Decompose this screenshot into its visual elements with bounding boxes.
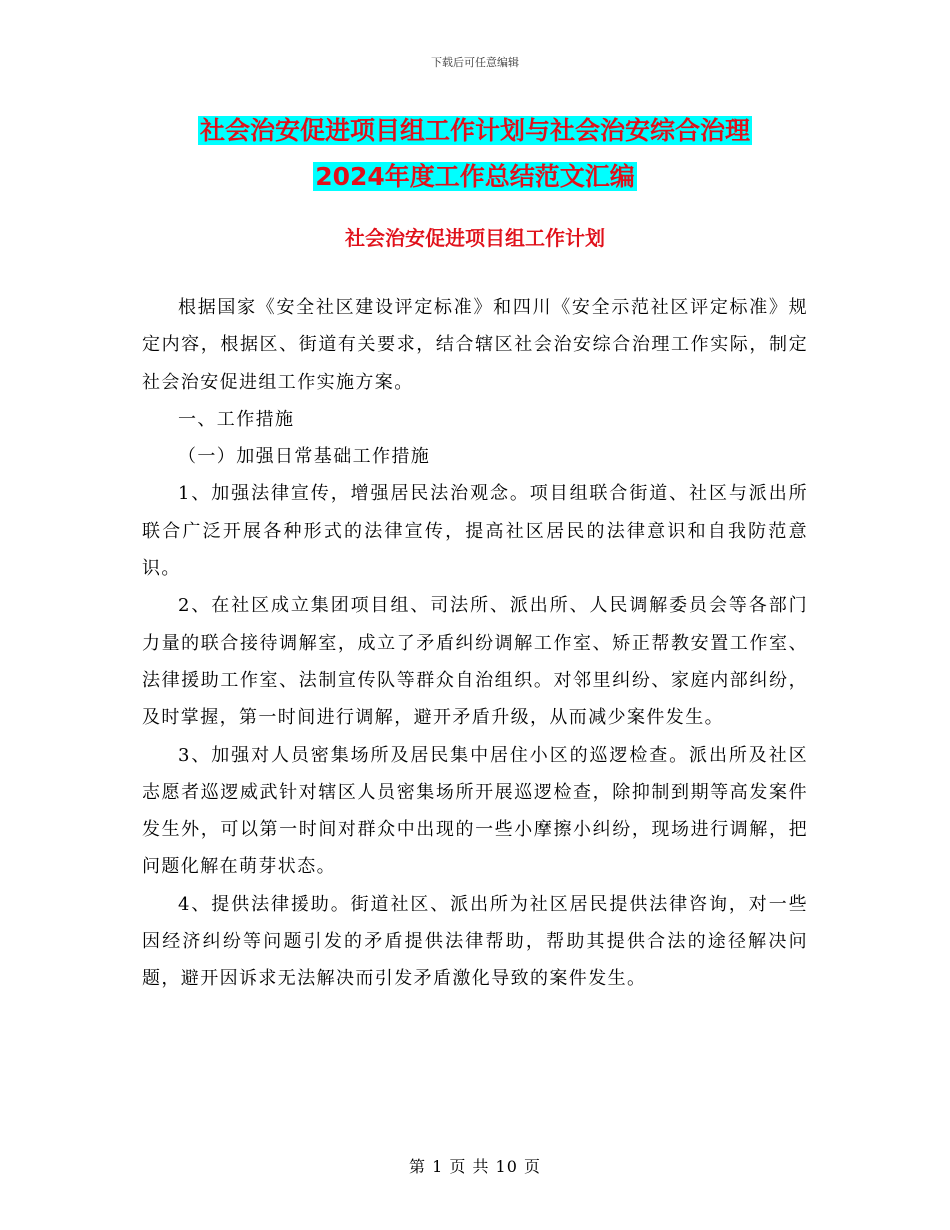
paragraph-item-3: 3、加强对人员密集场所及居民集中居住小区的巡逻检查。派出所及社区志愿者巡逻威武针对辖区人员密集场所开展巡逻检查，除抑制到期等高发案件发生外，可以第一时间对群众中出现的一些小摩擦小纠纷，现场进行调解，把问题化解在萌芽状态。 <box>142 744 808 878</box>
section-title: 社会治安促进项目组工作计划 <box>345 226 605 250</box>
title-line-2-text: 2024年度工作总结范文汇编 <box>315 162 635 191</box>
paragraph-item-2: 2、在社区成立集团项目组、司法所、派出所、人民调解委员会等各部门力量的联合接待调解室，成立了矛盾纠纷调解工作室、矫正帮教安置工作室、法律援助工作室、法制宣传队等群众自治组织。对邻里纠纷、家庭内部纠纷，及时掌握，第一时间进行调解，避开矛盾升级，从而减少案件发生。 <box>142 595 808 729</box>
title-line-1-text: 社会治安促进项目组工作计划与社会治安综合治理 <box>199 116 750 145</box>
title-line-2 <box>0 154 950 200</box>
page-footer: 第 1 页 共 10 页 <box>409 1157 541 1176</box>
body-text <box>142 289 808 998</box>
paragraph-item-1: 1、加强法律宣传，增强居民法治观念。项目组联合街道、社区与派出所联合广泛开展各种形式的法律宣传，提高社区居民的法律意识和自我防范意识。 <box>142 483 808 580</box>
paragraph-item-4: 4、提供法律援助。街道社区、派出所为社区居民提供法律咨询，对一些因经济纠纷等问题引发的矛盾提供法律帮助，帮助其提供合法的途径解决问题，避开因诉求无法解决而引发矛盾激化导致的案件发生。 <box>142 893 808 990</box>
header-note: 下载后可任意编辑 <box>431 56 519 69</box>
title-line-1 <box>0 108 950 154</box>
heading-work-measures: 一、工作措施 <box>178 408 295 430</box>
subheading-daily-work: （一）加强日常基础工作措施 <box>178 446 431 468</box>
paragraph-intro: 根据国家《安全社区建设评定标准》和四川《安全示范社区评定标准》规定内容，根据区、街道有关要求，结合辖区社会治安综合治理工作实际，制定社会治安促进组工作实施方案。 <box>142 297 808 393</box>
document-title <box>0 108 950 200</box>
